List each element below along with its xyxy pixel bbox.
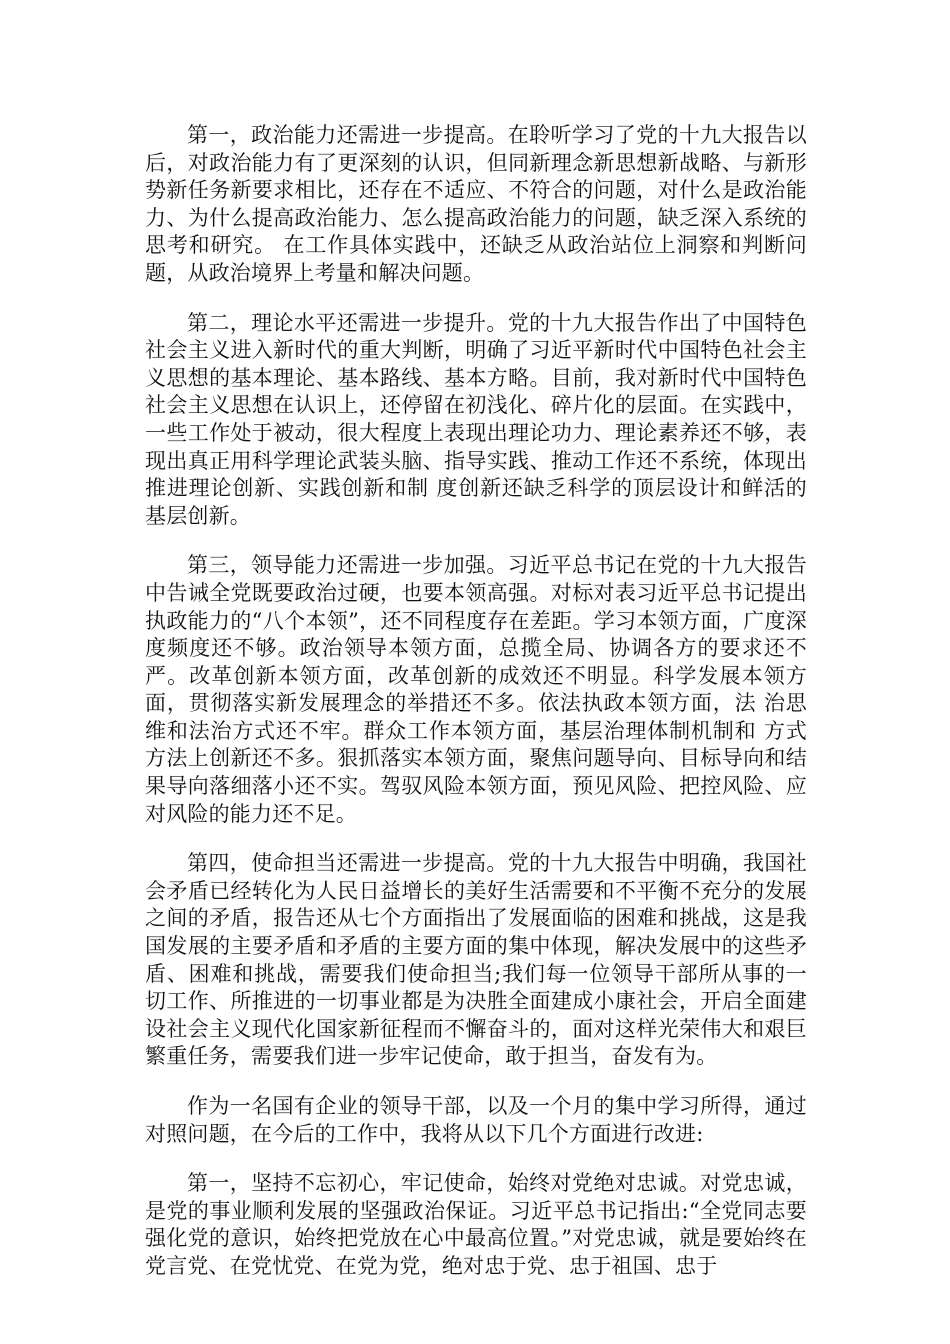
paragraph-political-ability: 第一，政治能力还需进一步提高。在聆听学习了党的十九大报告以后，对政治能力有了更深刻的认识，但同新理念新思想新战略、与新形势新任务新要求相比，还存在不适应、不符合的问题，对什么是政治能力、为什么提高政治能力、怎么提高政治能力的问题，缺乏深入系统的思考和研究。 在工作具体实践中，还缺乏从政治站位上洞察和判断问题，从政治境界上考量和解决问题。 (145, 123, 807, 285)
paragraph-theory-level: 第二，理论水平还需进一步提升。党的十九大报告作出了中国特色社会主义进入新时代的重大判断，明确了习近平新时代中国特色社会主义思想的基本理论、基本路线、基本方略。目前，我对新时代中国特色社会主义思想在认识上，还停留在初浅化、碎片化的层面。在实践中，一些工作处于被动，很大程度上表现出理论功力、理论素养还不够，表现出真正用科学理论武装头脑、指导实践、推动工作还不系统，体现出推进理论创新、实践创新和制 度创新还缺乏科学的顶层设计和鲜活的基层创新。 (145, 310, 807, 528)
paragraph-leadership-ability: 第三，领导能力还需进一步加强。习近平总书记在党的十九大报告中告诫全党既要政治过硬，也要本领高强。对标对表习近平总书记提出执政能力的“八个本领”，还不同程度存在差距。学习本领方面，广度深度频度还不够。政治领导本领方面，总揽全局、协调各方的要求还不严。改革创新本领方面，改革创新的成效还不明显。科学发展本领方面，贯彻落实新发展理念的举措还不多。依法执政本领方面，法 治思维和法治方式还不牢。群众工作本领方面，基层治理体制机制和 方式方法上创新还不多。狠抓落实本领方面，聚焦问题导向、目标导向和结果导向落细落小还不实。驾驭风险本领方面，预见风险、把控风险、应对风险的能力还不足。 (145, 553, 807, 826)
document-body (145, 122, 807, 1303)
paragraph-loyalty: 第一，坚持不忘初心，牢记使命，始终对党绝对忠诚。对党忠诚，是党的事业顺利发展的坚强政治保证。习近平总书记指出:“全党同志要强化党的意识，始终把党放在心中最高位置。”对党忠诚，就是要始终在党言党、在党忧党、在党为党，绝对忠于党、忠于祖国、忠于 (145, 1171, 807, 1278)
paragraph-mission-responsibility: 第四，使命担当还需进一步提高。党的十九大报告中明确，我国社会矛盾已经转化为人民日益增长的美好生活需要和不平衡不充分的发展之间的矛盾，报告还从七个方面指出了发展面临的困难和挑战，这是我国发展的主要矛盾和矛盾的主要方面的集中体现，解决发展中的这些矛盾、困难和挑战，需要我们使命担当;我们每一位领导干部所从事的一切工作、所推进的一切事业都是为决胜全面建成小康社会，开启全面建设社会主义现代化国家新征程而不懈奋斗的，面对这样光荣伟大和艰巨繁重任务，需要我们进一步牢记使命，敢于担当，奋发有为。 (145, 851, 807, 1069)
paragraph-improvement-intro: 作为一名国有企业的领导干部，以及一个月的集中学习所得，通过对照问题，在今后的工作中，我将从以下几个方面进行改进: (145, 1094, 807, 1146)
